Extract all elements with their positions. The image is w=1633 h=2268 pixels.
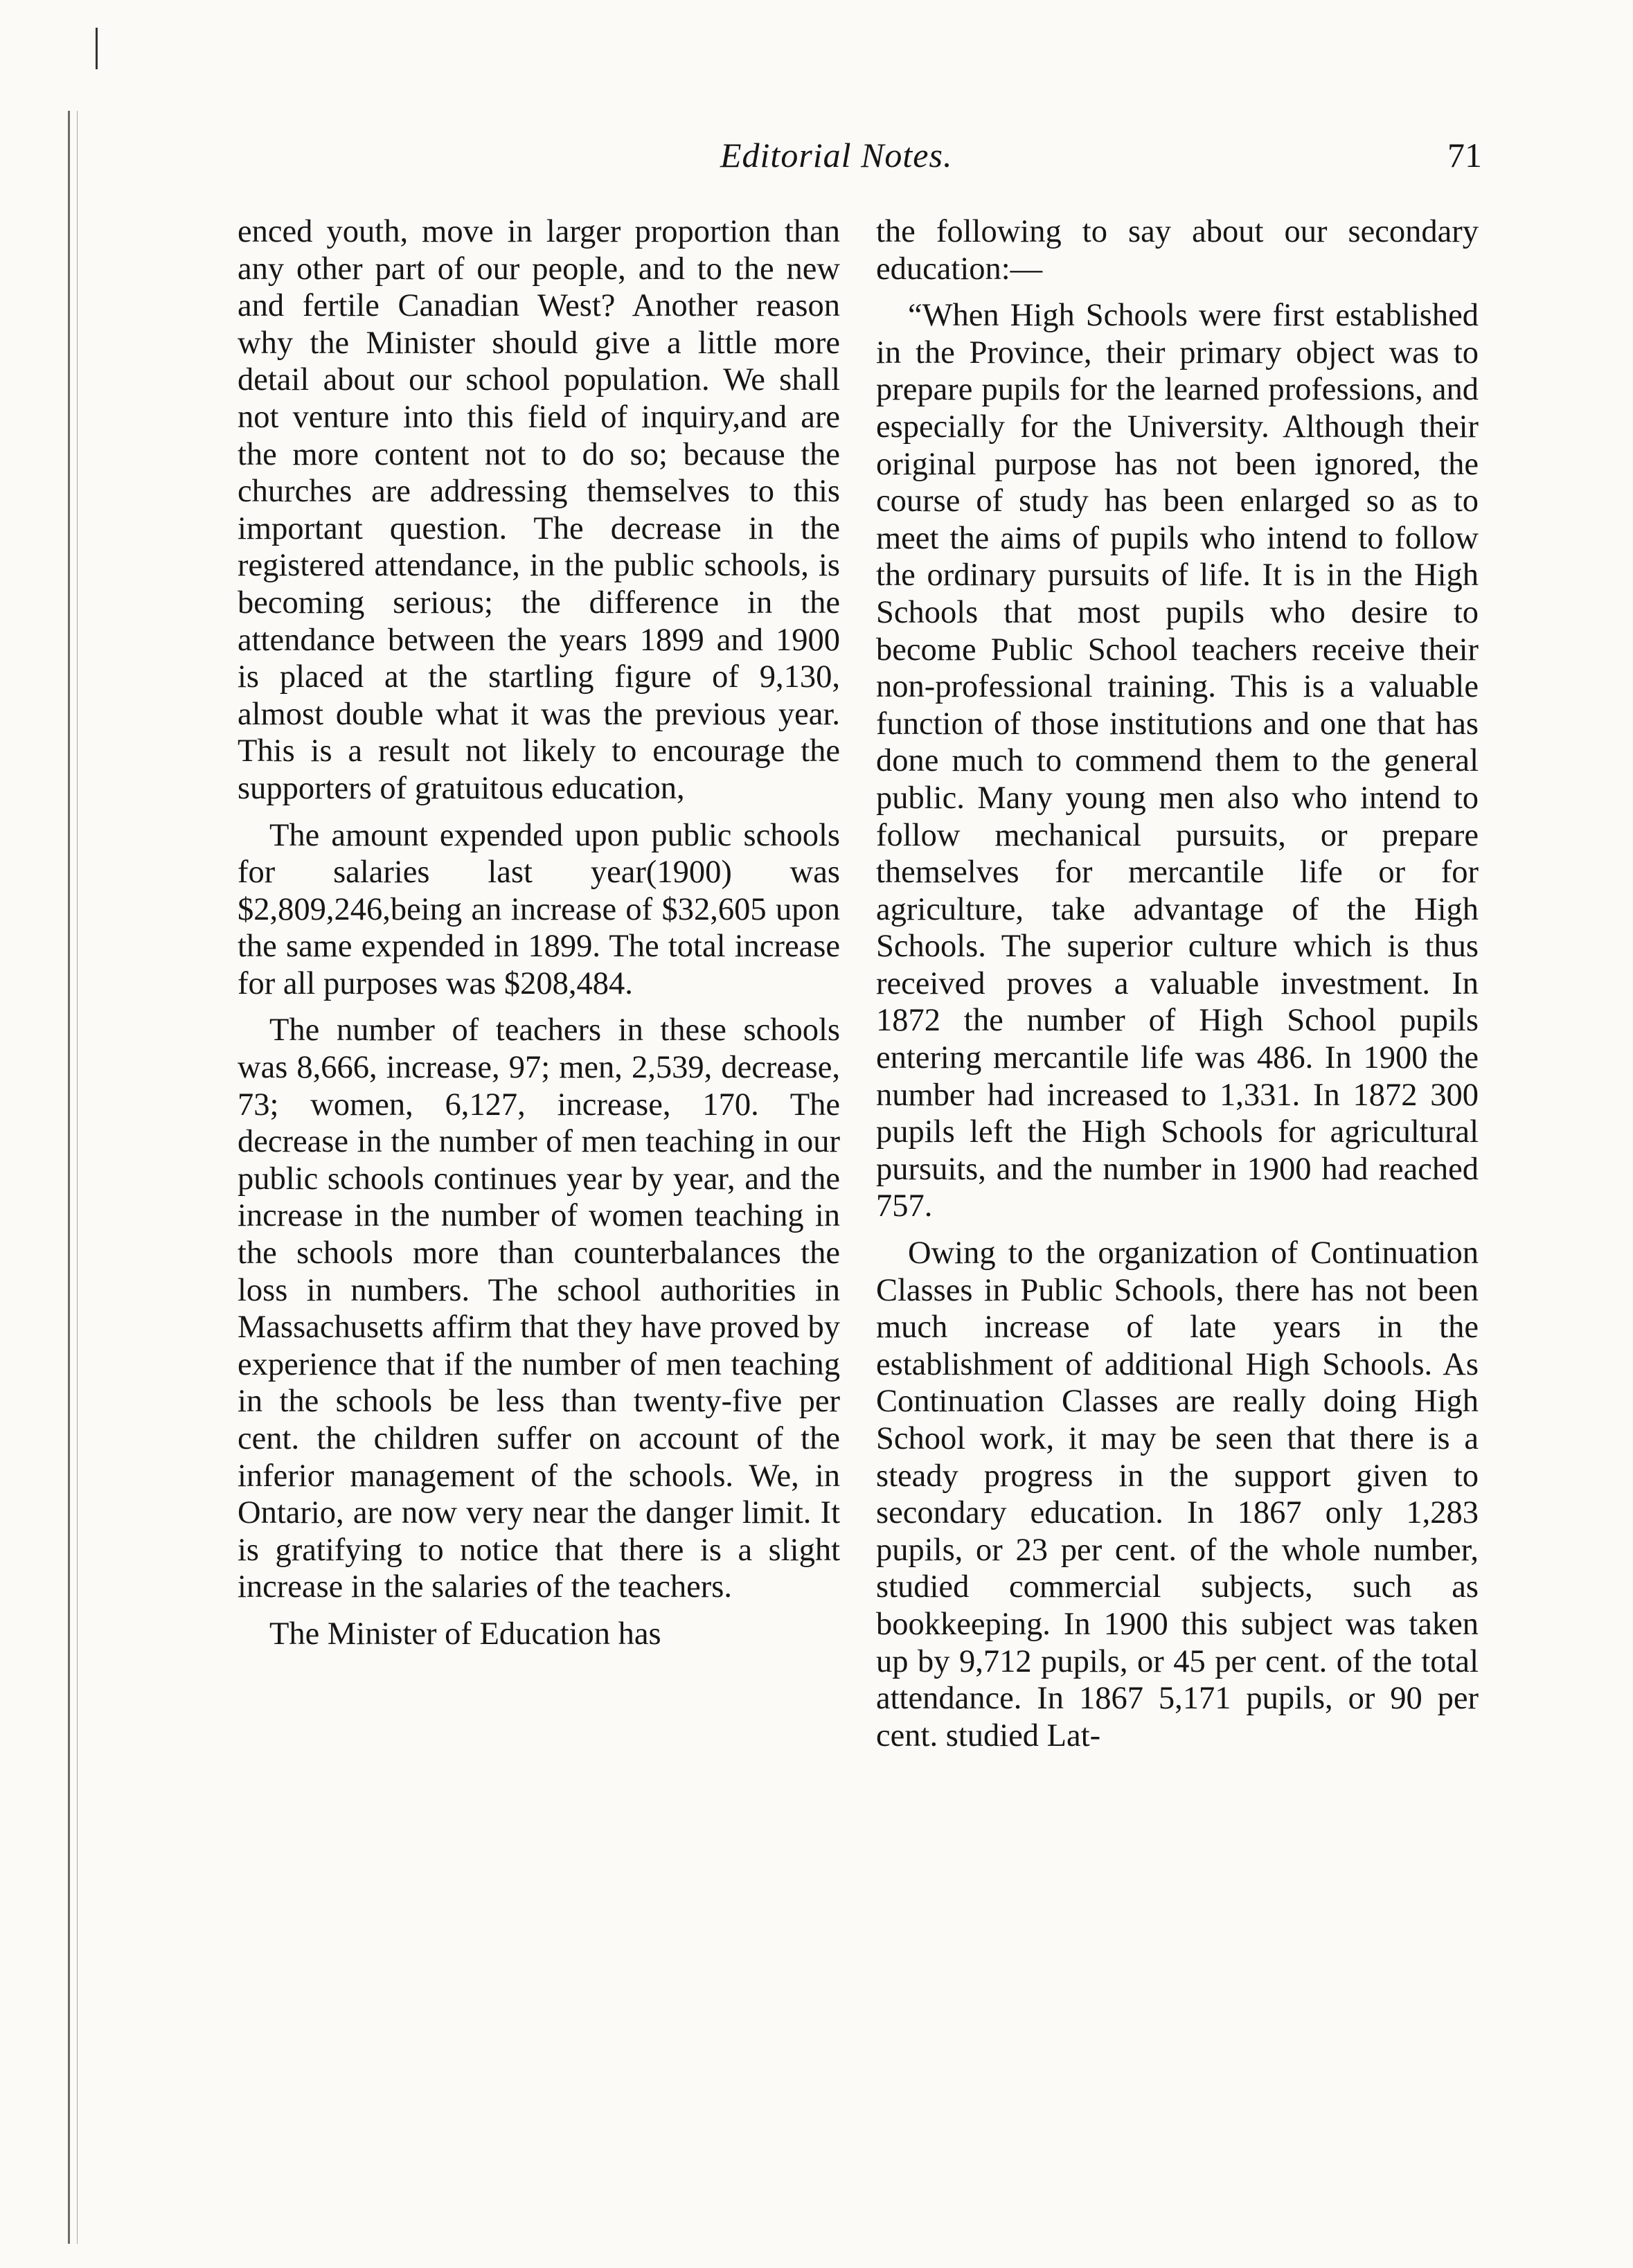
quoted-paragraph: “When High Schools were first established in the Province, their primary object was to prepare pupils for the learned professions, and especially for the University. Although their original purpose has not been ignored, the course of study has been enlarged so as to meet the aims of pupils who intend to follow the ordinary pursuits of life. It is in the High Schools that most pupils who desire to become Public School teachers receive their non-professional training. This is a valuable function of those institutions and one that has done much to commend them to the general public. Many young men also who intend to follow mechanical pursuits, or prepare themselves for mercantile life or for agriculture, take advantage of the High Schools. The superior culture which is thus received proves a valuable investment. In 1872 the number of High School pupils entering mercantile life was 486. In 1900 the number had increased to 1,331. In 1872 300 pupils left the High Schools for agricultural pursuits, and the number in 1900 had reached 757. <box>876 298 1479 1224</box>
paragraph: enced youth, move in larger proportion than any other part of our people, and to the new and fertile Canadian West? Another reason why the Minister should give a little more detail about our school population. We shall not venture into this field of inquiry,and are the more content not to do so; because the churches are addressing themselves to this important question. The decrease in the registered attendance, in the public schools, is becoming serious; the difference in the attendance between the years 1899 and 1900 is placed at the startling figure of 9,130, almost double what it was the previous year. This is a result not likely to encourage the supporters of gratuitous education, <box>238 214 840 806</box>
paragraph: The number of teachers in these schools was 8,666, increase, 97; men, 2,539, decrease, 73; women, 6,127, increase, 170. The decrease in the number of men teaching in our public schools continues year by year, and the increase in the number of women teaching in the schools more than counterbalances the loss in numbers. The school authorities in Massachusetts affirm that they have proved by experience that if the number of men teaching in the schools be less than twenty-five per cent. the children suffer on account of the inferior management of the schools. We, in Ontario, are now very near the danger limit. It is gratifying to notice that there is a slight increase in the salaries of the teachers. <box>238 1012 840 1605</box>
left-column <box>238 213 840 1653</box>
running-head <box>235 135 1482 184</box>
page-binding-edge <box>68 111 78 2244</box>
paragraph: The amount expended upon public schools for salaries last year(1900) was $2,809,246,being an increase of $32,605 upon the same expended in 1899. The total increase for all purposes was $208,484. <box>238 817 840 1001</box>
running-title: Editorial Notes. <box>720 136 953 175</box>
page-number: 71 <box>1447 136 1482 175</box>
paragraph: The Minister of Education has <box>269 1616 661 1652</box>
margin-mark <box>96 28 98 69</box>
paragraph: Owing to the organization of Continuation Classes in Public Schools, there has not been much increase of late years in the establishment of additional High Schools. As Continuation Classes are really doing High School work, it may be seen that there is a steady progress in the support given to secondary education. In 1867 only 1,283 pupils, or 23 per cent. of the whole number, studied commercial subjects, such as bookkeeping. In 1900 this subject was taken up by 9,712 pupils, or 45 per cent. of the total attendance. In 1867 5,171 pupils, or 90 per cent. studied Lat- <box>876 1235 1479 1753</box>
paragraph: the following to say about our secondary education:— <box>876 214 1479 287</box>
right-column <box>876 213 1479 1754</box>
